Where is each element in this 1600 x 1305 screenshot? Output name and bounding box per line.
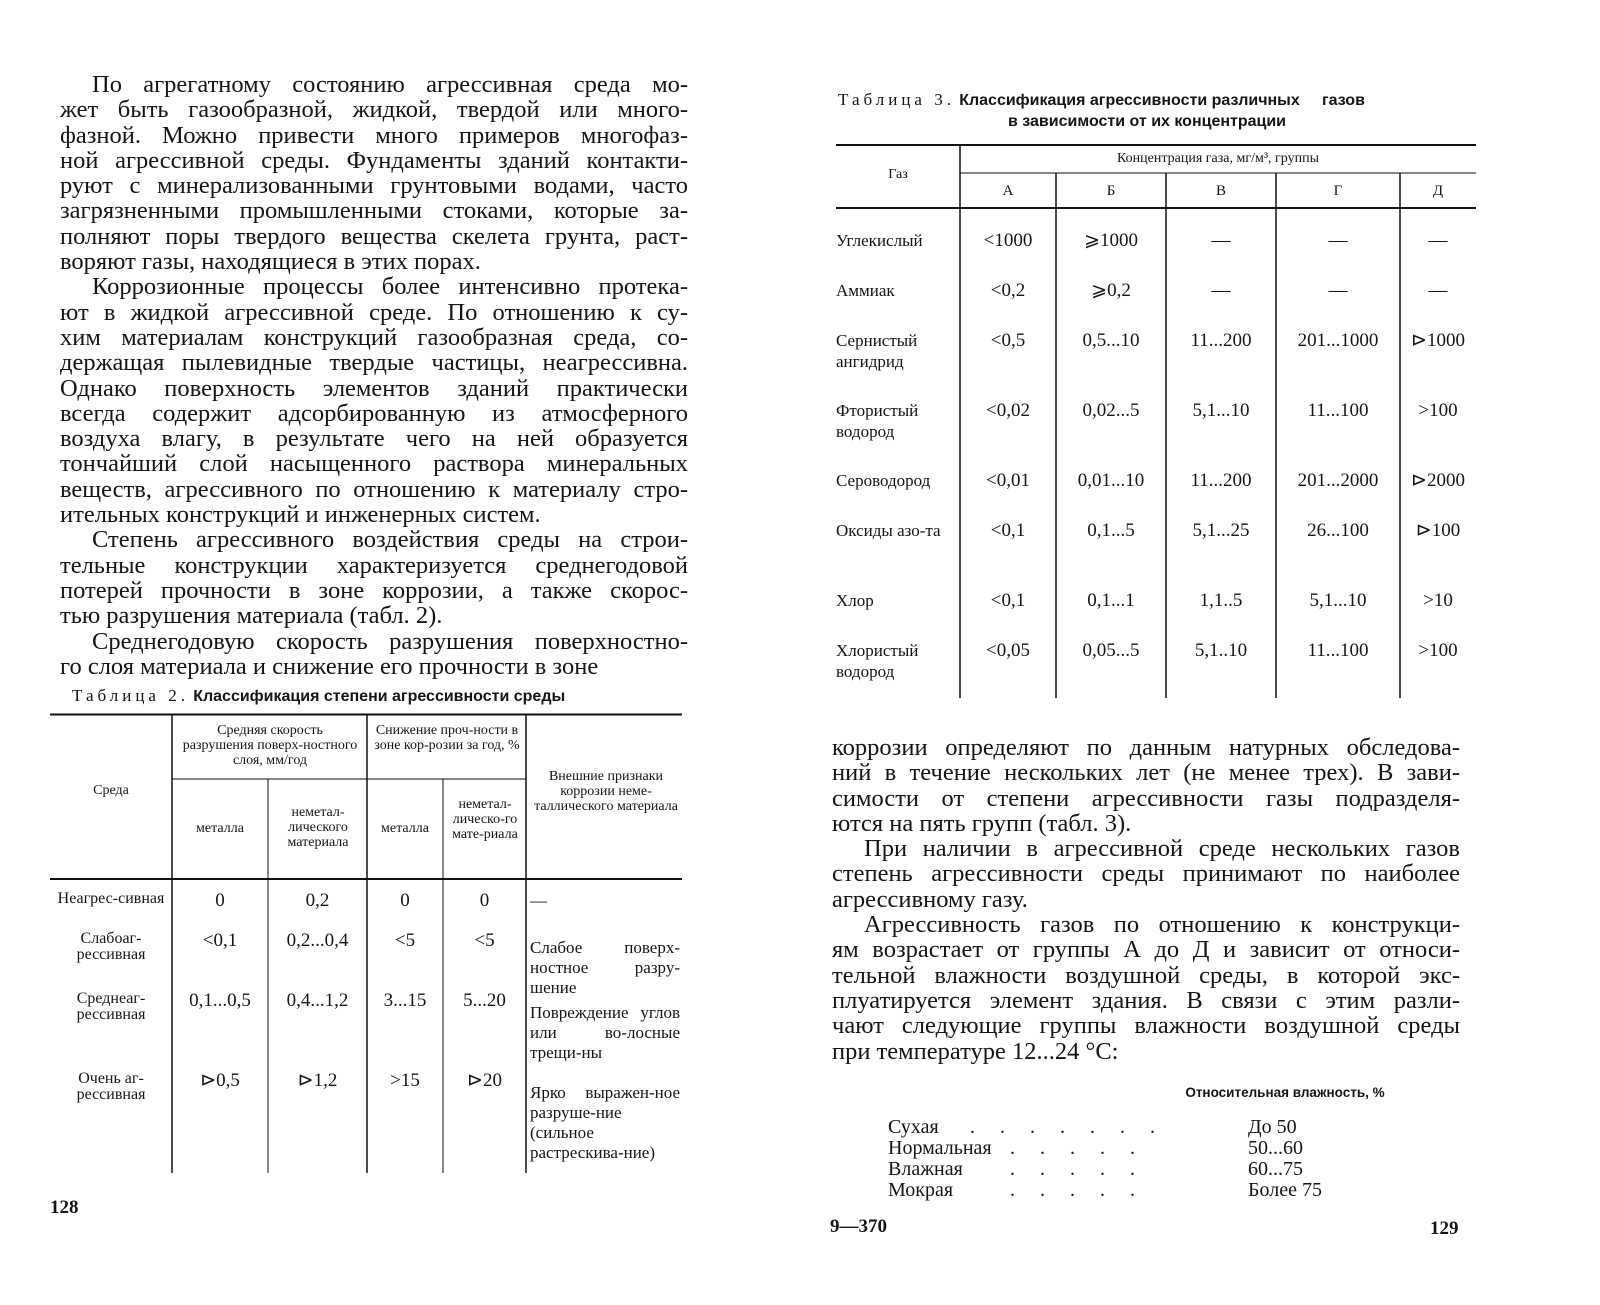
- table2-cell-loss-metal: 0: [400, 890, 410, 911]
- leader-dots: . . . . .: [1010, 1137, 1145, 1159]
- page-number-left: 128: [50, 1197, 79, 1218]
- table3-caption-title-2: в зависимости от их концентрации: [1008, 113, 1287, 130]
- text-line: загрязненными промышленными стоками, которые за-: [60, 197, 688, 225]
- page-number-right: 129: [1430, 1218, 1459, 1239]
- table2-cell-medium: Слабоаг-рессивная: [76, 930, 146, 963]
- table2-cell-signs: Слабое поверх-ностное разру-шение: [530, 938, 680, 997]
- text-line: Однако поверхность элементов зданий практически: [60, 374, 688, 402]
- table3-value-cell: —: [1428, 230, 1448, 251]
- humidity-name: Сухая: [888, 1116, 939, 1138]
- left-page: [0, 0, 760, 1305]
- table3-value-cell: —: [1328, 280, 1348, 301]
- text-line: веществ, агрессивного по отношению к материалу стро-: [60, 475, 688, 503]
- table3-gas-name: Оксиды азо-та: [836, 521, 941, 540]
- humidity-name: Нормальная: [888, 1137, 992, 1159]
- humidity-name: Влажная: [888, 1158, 963, 1180]
- table3-value-cell: 0,1...1: [1087, 590, 1135, 611]
- text-line: ям возрастает от группы А до Д и зависит от относи-: [832, 936, 1460, 964]
- table3-value-cell: <0,2: [990, 280, 1026, 301]
- humidity-value: 60...75: [1248, 1158, 1303, 1180]
- table2-cell-rate-nonmetal: 0,2: [305, 890, 330, 911]
- table3-value-cell: 11...200: [1190, 330, 1252, 351]
- text-line: При наличии в агрессивной среде нескольких газов: [864, 835, 1460, 863]
- text-line: степень агрессивности среды принимают по наиболее: [832, 860, 1460, 888]
- table3-value-cell: 0,1...5: [1087, 520, 1135, 541]
- table2-cell-loss-nonmetal: 0: [479, 890, 490, 911]
- table3-header-concentration: Концентрация газа, мг/м³, группы: [1117, 151, 1319, 166]
- text-line: ют в жидкой агрессивной среде. По отношению к су-: [60, 298, 688, 326]
- table2: [50, 713, 682, 1183]
- text-line: ний в течение нескольких лет (не менее трех). В зави-: [832, 759, 1460, 787]
- text-line: тью разрушения материала (табл. 2).: [60, 602, 443, 630]
- leader-dots: . . . . .: [1010, 1179, 1145, 1201]
- humidity-value: Более 75: [1248, 1179, 1322, 1201]
- text-line: По агрегатному состоянию агрессивная среда мо-: [92, 71, 688, 98]
- table3-value-cell: >100: [1418, 400, 1458, 421]
- table2-cell-loss-nonmetal: 5...20: [463, 990, 506, 1011]
- table3-value-cell: <0,02: [986, 400, 1030, 421]
- table2-cell-rate-metal: <0,1: [202, 930, 238, 951]
- table2-cell-loss-nonmetal: <5: [474, 930, 495, 951]
- table2-cell-loss-metal: 3...15: [383, 990, 427, 1011]
- table3-value-cell: <0,1: [990, 520, 1026, 541]
- table3-caption: [838, 90, 1365, 111]
- table3-value-cell: 5,1...10: [1192, 400, 1250, 421]
- table3-value-cell: ⩾1000: [1084, 230, 1138, 251]
- table3-value-cell: 201...1000: [1297, 330, 1379, 351]
- table3-value-cell: 11...200: [1190, 470, 1252, 491]
- table3-value-cell: 0,01...10: [1077, 470, 1145, 491]
- table3-group-header: Г: [1333, 183, 1343, 199]
- table3-value-cell: 1,1..5: [1199, 590, 1243, 611]
- table3-value-cell: 201...2000: [1297, 470, 1379, 491]
- table3-value-cell: <0,01: [986, 470, 1030, 491]
- table3-value-cell: 26...100: [1307, 520, 1369, 541]
- text-line: ительных конструкций и инженерных систем.: [60, 501, 541, 529]
- table3-gas-name: Хлористый водород: [836, 641, 919, 681]
- humidity-value: До 50: [1248, 1116, 1297, 1138]
- table3-value-cell: 0,05...5: [1082, 640, 1140, 661]
- table3-value-cell: >100: [1418, 640, 1458, 661]
- table3-value-cell: 5,1...25: [1192, 520, 1250, 541]
- table2-header-strength-loss: Снижение проч-ности в зоне кор-розии за год, %: [374, 723, 520, 753]
- table2-header-medium: Среда: [93, 783, 129, 798]
- table2-cell-rate-nonmetal: ⊳1,2: [297, 1070, 338, 1091]
- left-body-text: [60, 72, 688, 679]
- humidity-header: Относительная влажность, %: [1185, 1085, 1385, 1100]
- table2-header-nonmetal: неметал-лического материала: [287, 805, 349, 850]
- table2-cell-rate-metal: 0,1...0,5: [189, 990, 251, 1011]
- text-line: Среднегодовую скорость разрушения поверхностно-: [92, 627, 688, 655]
- text-line: Агрессивность газов по отношению к конструкци-: [864, 911, 1460, 939]
- table2-cell-rate-metal: ⊳0,5: [200, 1070, 240, 1091]
- text-line: полняют поры твердого вещества скелета грунта, раст-: [60, 222, 688, 250]
- table2-cell-rate-nonmetal: 0,2...0,4: [286, 930, 349, 951]
- table3-value-cell: —: [1328, 230, 1348, 251]
- table2-cell-loss-metal: <5: [394, 930, 416, 951]
- text-line: жет быть газообразной, жидкой, твердой или много-: [60, 96, 688, 124]
- text-line: фазной. Можно привести много примеров многофаз-: [60, 121, 688, 149]
- text-line: тельные конструкции характеризуется среднегодовой: [60, 551, 688, 579]
- table3-gas-name: Аммиак: [836, 281, 895, 300]
- table3-value-cell: <0,1: [990, 590, 1026, 611]
- leader-dots: . . . . .: [1010, 1158, 1145, 1180]
- text-line: всегда содержит адсорбированную из атмосферного: [60, 399, 688, 427]
- table2-cell-rate-nonmetal: 0,4...1,2: [286, 990, 349, 1011]
- table3-gas-name: Фтористый водород: [836, 401, 919, 441]
- table2-cell-loss-nonmetal: ⊳20: [467, 1070, 502, 1091]
- text-line: агрессивному газу.: [832, 885, 1028, 913]
- table3-value-cell: 5,1..10: [1194, 640, 1248, 661]
- text-line: Степень агрессивного воздействия среды на строи-: [92, 526, 688, 554]
- text-line: при температуре 12...24 °С:: [832, 1037, 1119, 1065]
- table2-cell-medium: Неагрес-сивная: [57, 890, 165, 907]
- signature-mark: 9—370: [830, 1216, 887, 1237]
- table3-gas-name: Сернистый ангидрид: [836, 331, 918, 371]
- table2-cell-loss-metal: >15: [390, 1070, 420, 1091]
- text-line: симости от степени агрессивности газы подразделя-: [832, 784, 1460, 812]
- text-line: тельной влажности воздушной среды, в которой экс-: [832, 961, 1460, 989]
- text-line: воздуха влагу, в результате чего на ней образуется: [60, 425, 688, 453]
- table2-caption-title: Классификация степени агрессивности среды: [193, 688, 566, 705]
- text-line: хим материалам конструкций газообразная среда, со-: [60, 323, 688, 351]
- table3-value-cell: 0,5...10: [1082, 330, 1140, 351]
- text-line: воряют газы, находящиеся в этих порах.: [60, 248, 481, 276]
- table3-value-cell: <1000: [983, 230, 1033, 251]
- table3-caption-prefix: Таблица 3.: [838, 90, 955, 109]
- table3-caption-title-1: Классификация агрессивности различных: [959, 92, 1300, 109]
- table3-value-cell: ⊳2000: [1411, 470, 1465, 491]
- table3-caption-line2: [1008, 111, 1286, 132]
- table2-header-rate: Средняя скорость разрушения поверх-ностного слоя, мм/год: [182, 723, 358, 768]
- leader-dots: . . . . . . .: [970, 1116, 1165, 1138]
- table2-header-metal: металла: [196, 821, 244, 836]
- text-line: плуатируется элемент здания. В связи с этим разли-: [832, 986, 1460, 1014]
- table3-value-cell: 5,1...10: [1309, 590, 1367, 611]
- text-line: го слоя материала и снижение его прочности в зоне: [60, 652, 599, 680]
- table2-cell-signs: —: [530, 891, 547, 910]
- table2-header-signs: Внешние признаки коррозии неме-таллического материала: [534, 769, 678, 814]
- right-body-text: [832, 735, 1460, 1064]
- text-line: тончайший слой насыщенного раствора минеральных: [60, 450, 688, 478]
- table2-cell-rate-metal: 0: [215, 890, 225, 911]
- text-line: чают следующие группы влажности воздушной среды: [832, 1012, 1460, 1040]
- table3-value-cell: >10: [1423, 590, 1453, 611]
- table3-group-header: Д: [1432, 183, 1444, 199]
- table3-value-cell: ⊳1000: [1411, 330, 1465, 351]
- table3-value-cell: <0,05: [986, 640, 1030, 661]
- table3-value-cell: ⊳100: [1415, 520, 1461, 541]
- humidity-value: 50...60: [1248, 1137, 1303, 1159]
- table3-value-cell: ⩾0,2: [1091, 280, 1131, 301]
- table3-value-cell: —: [1211, 280, 1231, 301]
- table3-value-cell: 0,02...5: [1082, 400, 1140, 421]
- table2-caption: [72, 686, 565, 707]
- table2-cell-signs: Повреждение углов или во-лосные трещи-ны: [530, 1003, 680, 1062]
- right-page: [800, 0, 1600, 1305]
- table3-value-cell: —: [1428, 280, 1448, 301]
- text-line: потерей прочности в зоне коррозии, а также скорос-: [60, 576, 688, 604]
- table3-group-header: Б: [1106, 183, 1116, 199]
- table2-cell-medium: Очень аг-рессивная: [76, 1070, 146, 1103]
- text-line: ются на пять групп (табл. 3).: [832, 809, 1132, 837]
- table3-group-header: В: [1215, 183, 1226, 199]
- text-line: ной агрессивной среды. Фундаменты зданий контакти-: [60, 146, 688, 174]
- text-line: руют с минерализованными грунтовыми водами, часто: [60, 172, 688, 200]
- table2-header-metal-loss: металла: [381, 821, 429, 836]
- text-line: держащая пылевидные твердые частицы, неагрессивна.: [60, 349, 688, 377]
- table3-caption-title-end: газов: [1321, 92, 1365, 109]
- table3-gas-name: Сероводород: [836, 471, 931, 490]
- table3-value-cell: 11...100: [1307, 400, 1369, 421]
- humidity-name: Мокрая: [888, 1179, 954, 1201]
- table2-cell-signs: Ярко выражен-ное разруше-ние (сильное растрескива-ние): [530, 1083, 680, 1162]
- table3-value-cell: <0,5: [990, 330, 1026, 351]
- text-line: коррозии определяют по данным натурных обследова-: [832, 734, 1460, 761]
- table2-caption-prefix: Таблица 2.: [72, 686, 189, 705]
- table2-header-nonmetal-loss: неметал-лическо-го мате-риала: [452, 797, 518, 842]
- table3-header-gas: Газ: [888, 167, 908, 182]
- text-line: Коррозионные процессы более интенсивно протека-: [92, 273, 688, 301]
- table3-value-cell: 11...100: [1307, 640, 1369, 661]
- table2-cell-medium: Среднеаг-рессивная: [76, 990, 146, 1023]
- table3-group-header: А: [1002, 183, 1014, 199]
- table3: [836, 143, 1476, 703]
- table3-gas-name: Хлор: [836, 591, 874, 610]
- table3-value-cell: —: [1211, 230, 1231, 251]
- table3-gas-name: Углекислый: [836, 231, 923, 250]
